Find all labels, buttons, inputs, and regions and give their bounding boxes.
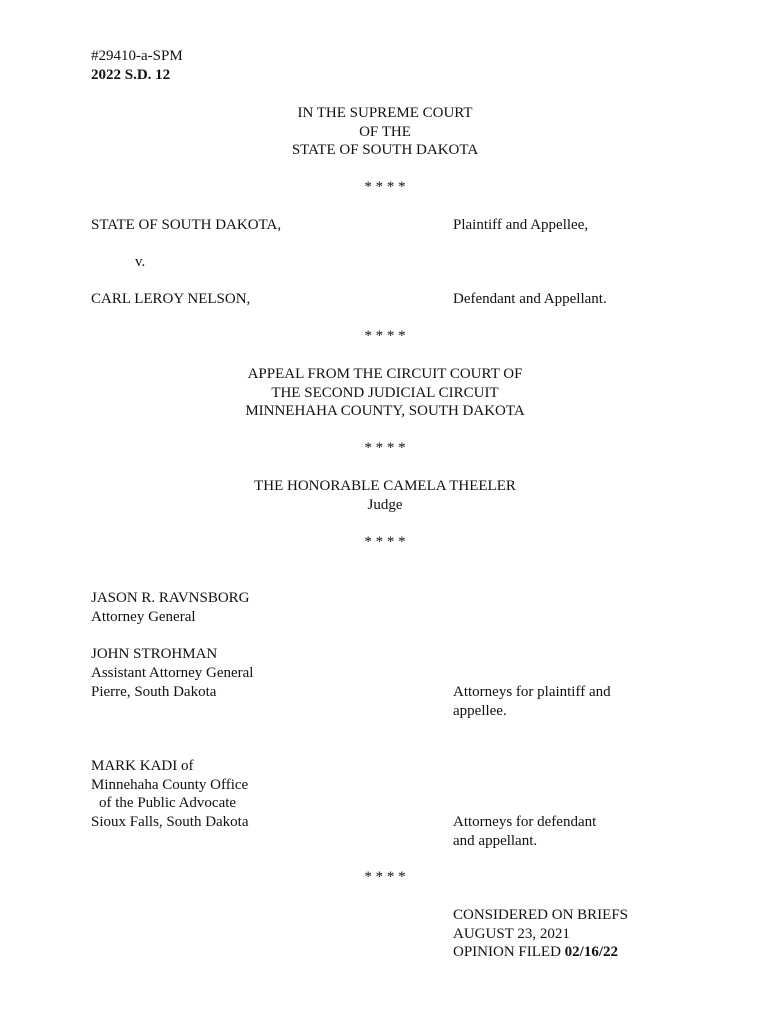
assistant-attorney-title: Assistant Attorney General [91,665,254,681]
opinion-filed-label: OPINION FILED [453,944,565,960]
defense-office-line1: Minnehaha County Office [91,777,249,793]
judge-title: Judge [367,497,403,513]
defense-location: Sioux Falls, South Dakota [91,814,249,830]
versus: v. [135,254,146,270]
plaintiff-role: Plaintiff and Appellee, [453,217,589,233]
court-name-line1: IN THE SUPREME COURT [297,105,473,121]
considered-on-briefs: CONSIDERED ON BRIEFS [453,907,629,923]
opinion-filed-date: 02/16/22 [564,944,619,960]
separator: * * * * [364,440,406,456]
appeal-line3: MINNEHAHA COUNTY, SOUTH DAKOTA [245,403,525,419]
court-name-line2: OF THE [359,124,411,140]
defendant-attorneys-role-line1: Attorneys for defendant [453,814,597,830]
defense-attorney-name: MARK KADI of [91,758,194,774]
appeal-line1: APPEAL FROM THE CIRCUIT COURT OF [247,366,523,382]
defendant-role: Defendant and Appellant. [453,291,607,307]
opinion-filed [453,943,618,962]
appeal-line2: THE SECOND JUDICIAL CIRCUIT [271,385,499,401]
plaintiff-attorneys-role-line1: Attorneys for plaintiff and [453,684,611,700]
separator: * * * * [364,328,406,344]
separator: * * * * [364,869,406,885]
defendant-name: CARL LEROY NELSON, [91,291,251,307]
plaintiff-name: STATE OF SOUTH DAKOTA, [91,217,282,233]
judge-name: THE HONORABLE CAMELA THEELER [254,478,516,494]
court-name-line3: STATE OF SOUTH DAKOTA [291,142,479,158]
defendant-attorneys-role-line2: and appellant. [453,833,538,849]
plaintiff-attorneys-role-line2: appellee. [453,703,507,719]
assistant-attorney-name: JOHN STROHMAN [91,646,218,662]
citation: 2022 S.D. 12 [91,67,171,83]
separator: * * * * [364,179,406,195]
separator: * * * * [364,534,406,550]
attorney-general-name: JASON R. RAVNSBORG [91,590,250,606]
attorney-general-title: Attorney General [91,609,196,625]
assistant-attorney-location: Pierre, South Dakota [91,684,217,700]
defense-office-line2: of the Public Advocate [99,795,237,811]
docket-number: #29410-a-SPM [91,48,183,64]
considered-date: AUGUST 23, 2021 [453,926,570,942]
